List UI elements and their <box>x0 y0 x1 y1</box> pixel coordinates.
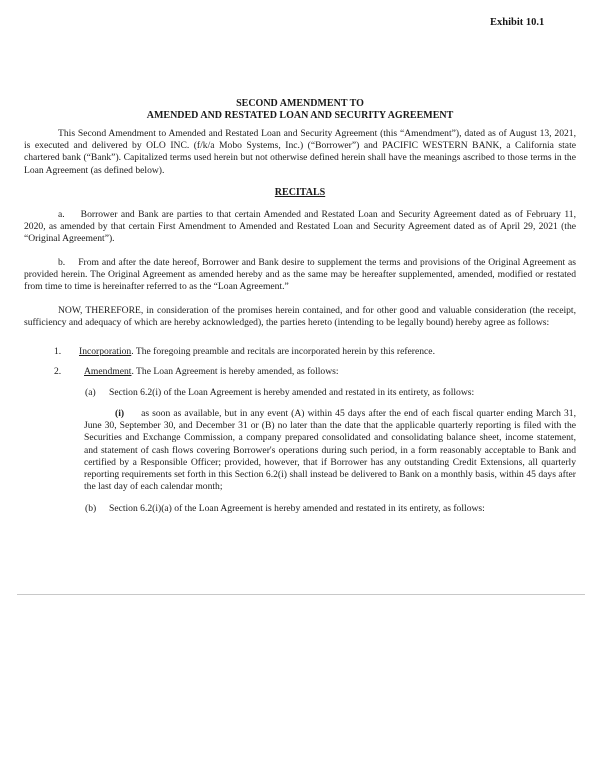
subsection-b-text: Section 6.2(i)(a) of the Loan Agreement is hereby amended and restated in its entirety, as follows: <box>109 503 485 514</box>
section-1-heading: Incorporation <box>79 346 132 357</box>
section-1 <box>79 346 435 358</box>
title-line-2: AMENDED AND RESTATED LOAN AND SECURITY AGREEMENT <box>146 110 454 121</box>
section-2-heading: Amendment <box>84 366 132 377</box>
clause-i-text: as soon as available, but in any event (A) within 45 days after the end of each fiscal quarter ending March 31, June 30, September 30, and December 31 or (B) no later than the date that the applicable quarterly reporting is filed with the Securities and Exchange Commission, a company prepared consolidated and consolidating balance sheet, income statement, and statement of cash flows covering Borrower's operations during such period, in a form reasonably acceptable to Bank and certified by a Responsible Officer; provided, however, that if Borrower has any outstanding Credit Extensions, all quarterly reporting requirements set forth in this Section 6.2(i) shall instead be delivered to Bank on a monthly basis, within 45 days after the last day of each calendar month; <box>84 408 576 493</box>
recital-b <box>24 257 576 294</box>
recital-a-text: Borrower and Bank are parties to that certain Amended and Restated Loan and Security Agreement dated as of February 11, 2020, as amended by that certain First Amendment to Amended and Restated Loan and Security Agreement dated as of April 29, 2021 (the “Original Agreement”). <box>24 209 576 245</box>
page-divider <box>17 594 585 595</box>
recital-a <box>24 209 576 246</box>
subsection-b-marker: (b) <box>85 503 97 514</box>
section-1-number: 1. <box>54 346 62 357</box>
section-2-text: . The Loan Agreement is hereby amended, as follows: <box>131 366 339 377</box>
preamble-paragraph: This Second Amendment to Amended and Restated Loan and Security Agreement (this “Amendment”), dated as of August 13, 2021, is executed and delivered by OLO INC. (f/k/a Mobo Systems, Inc.) (“Borrower”) and PACIFIC WESTERN BANK, a California state chartered bank (“Bank”). Capitalized terms used herein but not otherwise defined herein shall have the meanings ascribed to those terms in the Loan Agreement (as defined below). <box>24 128 576 176</box>
clause-i-marker: (i) <box>115 408 125 419</box>
clause-i-paragraph <box>84 408 576 493</box>
now-therefore-paragraph: NOW, THEREFORE, in consideration of the promises herein contained, and for other good and valuable consideration (the receipt, sufficiency and adequacy of which are hereby acknowledged), the parties hereto (intending to be legally bound) hereby agree as follows: <box>24 305 576 329</box>
recital-b-marker: b. <box>58 257 66 268</box>
section-2-number: 2. <box>54 366 62 377</box>
subsection-a-text: Section 6.2(i) of the Loan Agreement is hereby amended and restated in its entirety, as follows: <box>109 387 475 398</box>
title-line-1: SECOND AMENDMENT TO <box>236 98 364 109</box>
section-2 <box>84 366 339 378</box>
section-1-text: . The foregoing preamble and recitals are incorporated herein by this reference. <box>131 346 435 357</box>
subsection-a-marker: (a) <box>85 387 96 398</box>
exhibit-label: Exhibit 10.1 <box>490 17 545 28</box>
recital-a-marker: a. <box>58 209 65 220</box>
recitals-heading: RECITALS <box>274 187 326 198</box>
recital-b-text: From and after the date hereof, Borrower and Bank desire to supplement the terms and provisions of the Original Agreement as provided herein. The Original Agreement as amended hereby and as the same may be hereafter supplemented, amended, modified or restated from time to time is hereinafter referred to as the “Loan Agreement.” <box>24 257 576 293</box>
document-title <box>0 98 600 122</box>
